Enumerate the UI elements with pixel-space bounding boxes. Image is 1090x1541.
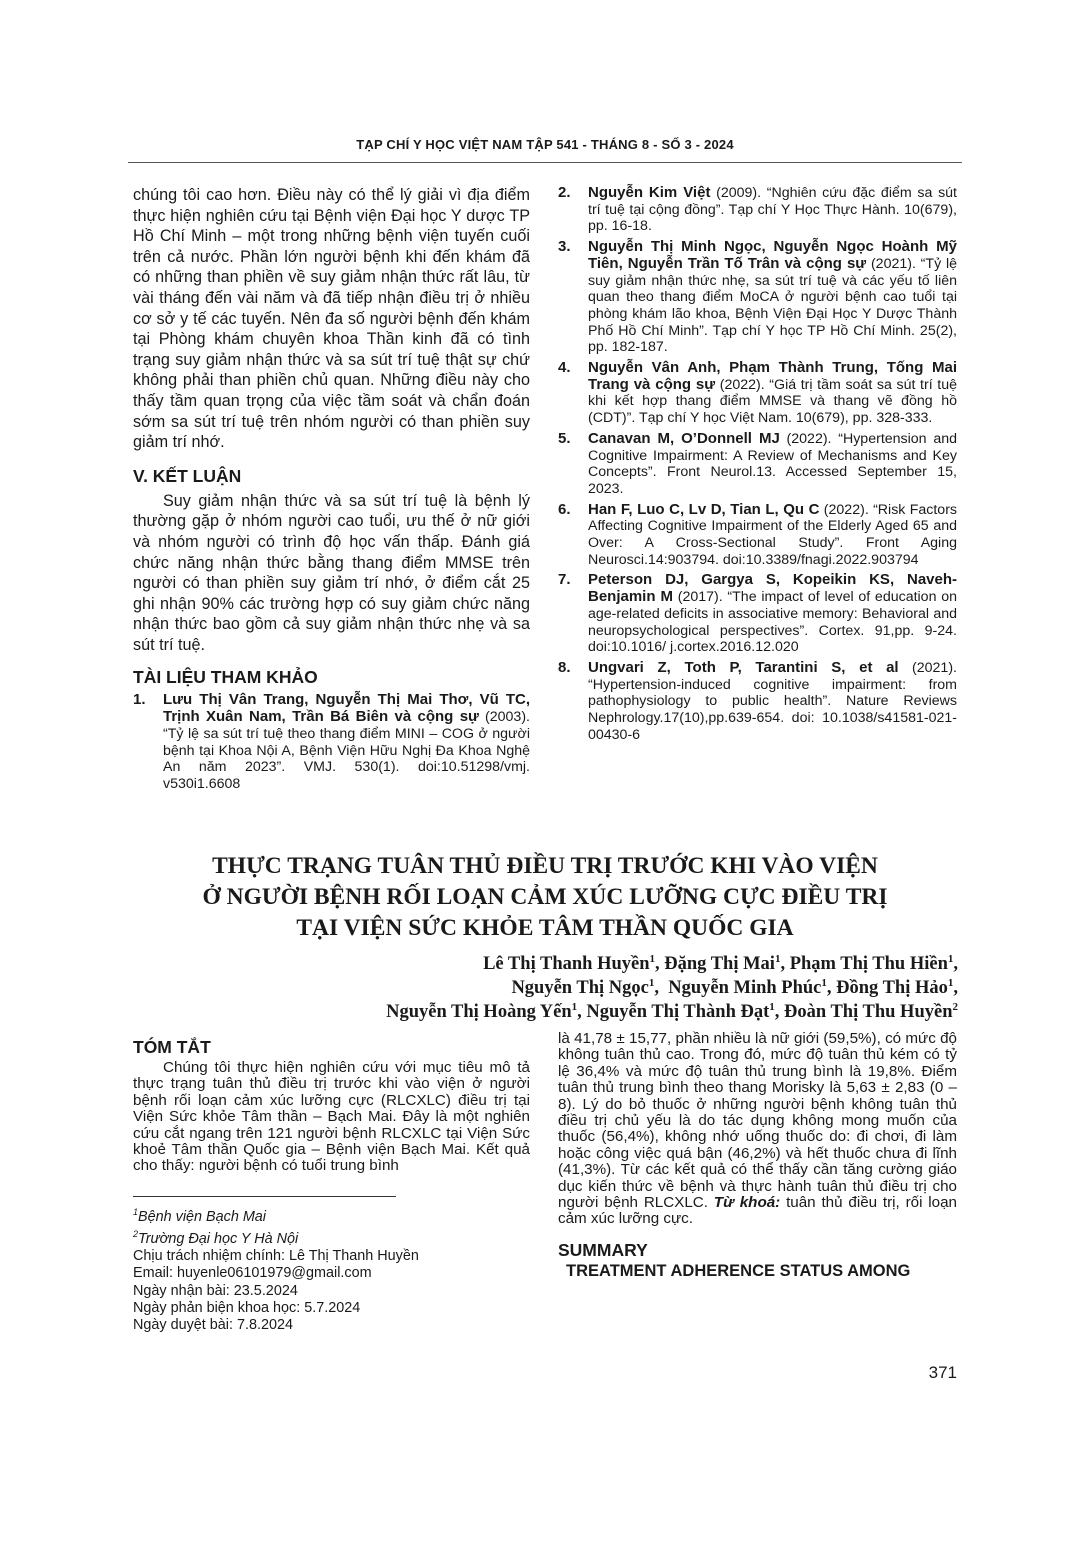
affiliation-mark: 1 (571, 1001, 578, 1013)
received-date: Ngày nhận bài: 23.5.2024 (133, 1282, 298, 1299)
reference-number: 6. (558, 500, 571, 518)
keywords-label: Từ khoá: (713, 1194, 781, 1212)
email: Email: huyenle06101979@gmail.com (133, 1265, 372, 1282)
affiliation-text: Bệnh viện Bạch Mai (138, 1208, 267, 1225)
author-line: Lê Thị Thanh Huyền$^1$, Đặng Thị Mai$^1$, Phạm Thị Thu Hiền$^1$, (483, 953, 958, 975)
reference-text: (2022). “Hypertension and Cognitive Impairment: A Review of Mechanisms and Key Concepts”. Front Neurol.13. Accessed September 15, 2023. (588, 430, 957, 497)
corresponding-author: Chịu trách nhiệm chính: Lê Thị Thanh Huyền (133, 1248, 419, 1265)
abstract-right (558, 1031, 957, 1281)
reference-number: 5. (558, 429, 571, 447)
reference-authors: Lưu Thị Vân Trang, Nguyễn Thị Mai Thơ, Vũ TC, Trịnh Xuân Nam, Trần Bá Biên và cộng sự (163, 691, 530, 726)
reference-text: (2009). “Nghiên cứu đặc điểm sa sút trí tuệ tại cộng đồng”. Tạp chí Y Học Thực Hành. 10(679), pp. 16-18. (588, 185, 957, 235)
keywords: tuân thủ điều trị, rối loạn cảm xúc lưỡng cực. (558, 1194, 958, 1228)
reference-number: 3. (558, 238, 571, 256)
author-line: Nguyễn Thị Hoàng Yến$^1$, Nguyễn Thị Thành Đạt$^1$, Đoàn Thị Thu Huyền$^2$ (386, 1001, 958, 1023)
reference-list-left (133, 692, 530, 792)
affiliation-mark: 2 (952, 1001, 958, 1013)
reference-text: (2003). “Tỷ lệ sa sút trí tuệ theo thang điểm MINI – COG ở người bệnh tại Khoa Nội A, Bệnh Viện Hữu Nghị Đa Khoa Nghệ An năm 2023”. VMJ. 530(1). doi:10.51298/vmj. v530i1.6608 (163, 709, 530, 792)
abstract-right-body: là 41,78 ± 15,77, phần nhiều là nữ giới (59,5%), có mức độ không tuân thủ cao. Trong đó, mức độ tuân thủ kém có tỷ lệ 36,4% và mức độ tuân thủ trung bình là 19,8%. Điểm tuân thủ trung bình theo thang Morisky là 5,63 ± 2,83 (0 – 8). Lý do bỏ thuốc ở những người bệnh không tuân thủ điều trị chủ yếu là do tác dụng không mong muốn của thuốc (56,4%), không nhớ uống thuốc do: đi chơi, đi làm hoặc công việc quá bận (46,2%) và hết thuốc chưa đi lĩnh (41,3%). Từ các kết quả có thể thấy cần tăng cường giáo dục kiến thức về bệnh và thực hành tuân thủ điều trị cho người bệnh RLCXLC. (558, 1030, 957, 1212)
reference-item (558, 660, 957, 744)
conclusion-paragraph: Suy giảm nhận thức và sa sút trí tuệ là bệnh lý thường gặp ở nhóm người cao tuổi, ưu thế ở nữ giới và nhóm người có trình độ học vấn thấp. Đánh giá chức năng nhận thức bằng thang điểm MMSE trên người có than phiền suy giảm trí nhớ, ở điểm cắt 25 ghi nhận 90% các trường hợp có suy giảm chức năng nhận thức bao gồm cả suy giảm nhận thức nhẹ và sa sút trí tuệ. (133, 491, 530, 654)
discussion-paragraph: chúng tôi cao hơn. Điều này có thể lý giải vì địa điểm thực hiện nghiên cứu tại Bệnh viện Đại học Y dược TP Hồ Chí Minh – một trong những bệnh viện tuyến cuối trên cả nước. Phần lớn người bệnh khi đến khám đã có những than phiền về suy giảm nhận thức rất lâu, từ vài tháng đến vài năm và đã tiếp nhận điều trị ở nhiều cơ sở y tế các tuyến. Nên đa số người bệnh đến khám tại Phòng khám chuyên khoa Thần kinh đã có tình trạng suy giảm nhận thức và sa sút trí tuệ thật sự chứ không phải than phiền chủ quan. Những điều này cho thấy tầm quan trọng của việc tầm soát và chẩn đoán sớm sa sút trí tuệ trên nhóm người có than phiền suy giảm trí nhớ. (133, 186, 530, 452)
reference-number: 8. (558, 658, 571, 676)
reference-number: 1. (133, 691, 146, 709)
reference-text: (2022). “Giá trị tầm soát sa sút trí tuệ khi kết hợp thang điểm MMSE và thang vẽ đồng hồ (CDT)”. Tạp chí Y học Việt Nam. 10(679), pp. 328-333. (588, 376, 957, 427)
article-title-line: TẠI VIỆN SỨC KHỎE TÂM THẦN QUỐC GIA (296, 915, 794, 941)
reference-text: (2021). “Tỷ lệ suy giảm nhận thức nhẹ, sa sút trí tuệ và các yếu tố liên quan theo thang điểm MoCA ở người bệnh cao tuổi tại phòng khám lão khoa, Bệnh Viện Đại Học Y Dược Thành Phố Hồ Chí Minh”. Tạp chí Y học TP Hồ Chí Minh. 25(2), pp. 182-187. (588, 255, 957, 356)
conclusion-heading: V. KẾT LUẬN (133, 465, 242, 486)
summary-heading: SUMMARY (558, 1239, 648, 1260)
author-name: Nguyễn Minh Phúc (668, 978, 822, 999)
reference-item (558, 431, 957, 498)
references-heading: TÀI LIỆU THAM KHẢO (133, 667, 318, 688)
author-name: Đặng Thị Mai (664, 954, 775, 975)
reference-text: (2022). “Risk Factors Affecting Cognitive Impairment of the Elderly Aged 65 and Over: A Cross-Sectional Study”. Front Aging Neurosci.14:903794. doi:10.3389/fnagi.2022.903794 (588, 501, 958, 568)
affiliation-footnote (133, 1226, 530, 1248)
affiliation-mark: 1 (774, 953, 781, 965)
summary-title: TREATMENT ADHERENCE STATUS AMONG (566, 1261, 911, 1280)
reference-number: 7. (558, 571, 571, 589)
author-name: Nguyễn Thị Thành Đạt (586, 1002, 770, 1023)
author-name: Đoàn Thị Thu Huyền (784, 1002, 953, 1023)
review-date: Ngày phản biện khoa học: 5.7.2024 (133, 1300, 361, 1317)
reference-authors: Ungvari Z, Toth P, Tarantini S, et al (588, 658, 899, 676)
footnote-rule (133, 1196, 396, 1197)
affiliation-text: Trường Đại học Y Hà Nội (138, 1230, 299, 1247)
author-name: Đồng Thị Hảo (836, 978, 948, 999)
header-rule (128, 162, 962, 163)
reference-list-right (558, 185, 957, 744)
reference-authors: Peterson DJ, Gargya S, Kopeikin KS, Naveh-Benjamin M (588, 571, 957, 606)
affiliation-mark: 1 (648, 977, 655, 989)
affiliation-mark: 1 (821, 977, 827, 989)
reference-number: 2. (558, 184, 571, 201)
reference-item (558, 360, 957, 427)
footnotes (133, 1204, 530, 1335)
reference-authors: Nguyễn Kim Việt (588, 184, 711, 201)
abstract-left-text: Chúng tôi thực hiện nghiên cứu với mục tiêu mô tả thực trạng tuân thủ điều trị trước khi vào viện ở người bệnh rối loạn cảm xúc lưỡng cực (RLCXLC) điều trị tại Viện Sức khỏe Tâm thần – Bạch Mai. Đây là một nghiên cứu cắt ngang trên 121 người bệnh RLCXLC tại Viện Sức khoẻ Tâm thần Quốc gia – Bệnh viện Bạch Mai. Kết quả cho thấy: người bệnh có tuổi trung bình (133, 1059, 530, 1175)
accepted-date: Ngày duyệt bài: 7.8.2024 (133, 1317, 294, 1334)
reference-item (133, 692, 530, 792)
reference-item (558, 185, 957, 235)
journal-header: TẠP CHÍ Y HỌC VIỆT NAM TẬP 541 - THÁNG 8 - SỐ 3 - 2024 (356, 137, 734, 152)
reference-authors: Canavan M, O’Donnell MJ (588, 429, 780, 447)
abstract-heading: TÓM TẮT (133, 1037, 211, 1057)
affiliation-footnote (133, 1204, 530, 1226)
affiliation-mark: 1 (649, 953, 656, 965)
author-name: Nguyễn Thị Ngọc (511, 978, 649, 999)
abstract-right-text (558, 1031, 957, 1228)
reference-authors: Nguyễn Vân Anh, Phạm Thành Trung, Tống Mai Trang và cộng sự (588, 359, 957, 393)
author-name: Nguyễn Thị Hoàng Yến (386, 1002, 572, 1023)
reference-item (558, 502, 957, 569)
reference-item (558, 239, 957, 356)
reference-text: (2021). “Hypertension-induced cognitive impairment: from pathophysiology to public health”. Nature Reviews Nephrology.17(10),pp.639-654. doi: 10.1038/s41581-021-00430-6 (588, 659, 957, 743)
author-line: Nguyễn Thị Ngọc$^1$, Nguyễn Minh Phúc$^1$, Đồng Thị Hảo$^1$, (511, 977, 958, 999)
affiliation-mark: 1 (769, 1001, 775, 1013)
reference-item (558, 572, 957, 656)
affiliation-mark: 1 (133, 1207, 139, 1217)
affiliation-mark: 1 (947, 977, 954, 989)
reference-authors: Nguyễn Thị Minh Ngọc, Nguyễn Ngọc Hoành Mỹ Tiên, Nguyễn Trần Tố Trân và cộng sự (588, 238, 957, 272)
affiliation-mark: 2 (133, 1229, 139, 1240)
author-name: Phạm Thị Thu Hiền (789, 954, 948, 975)
abstract-left (133, 1037, 530, 1175)
reference-text: (2017). “The impact of level of education on age-related deficits in associative memory: Behavioral and neuropsychological perspectives”. Cortex. 91,pp. 9-24. doi:10.1016/ j.cortex.2016.12.020 (588, 589, 957, 656)
reference-authors: Han F, Luo C, Lv D, Tian L, Qu C (588, 500, 820, 518)
affiliation-mark: 1 (947, 953, 954, 965)
page-number: 371 (928, 1363, 957, 1382)
article-title-line: THỰC TRẠNG TUÂN THỦ ĐIỀU TRỊ TRƯỚC KHI VÀO VIỆN (212, 853, 878, 879)
left-column-top (133, 185, 530, 793)
article-title-line: Ở NGƯỜI BỆNH RỐI LOẠN CẢM XÚC LƯỠNG CỰC ĐIỀU TRỊ (202, 884, 888, 910)
author-name: Lê Thị Thanh Huyền (483, 954, 650, 975)
reference-number: 4. (558, 359, 571, 377)
